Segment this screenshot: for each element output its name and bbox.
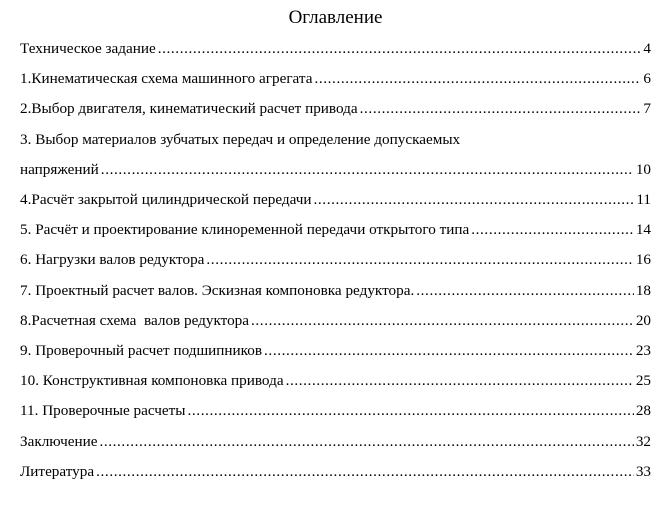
- dot-leader: [264, 336, 634, 366]
- toc-entry[interactable]: [20, 185, 651, 215]
- toc-entry-page: 32: [635, 432, 651, 450]
- toc-entry-title: Техническое задание: [20, 40, 156, 57]
- toc-entry-title: 11. Проверочные расчеты: [20, 402, 186, 420]
- toc-entry-page: 33: [635, 462, 651, 480]
- toc-entry-page: 28: [635, 402, 651, 420]
- toc-entry-title: 4.Расчёт закрытой цилиндрической передачи: [20, 191, 312, 209]
- toc-entry[interactable]: [20, 396, 651, 426]
- toc-entry-page: 11: [636, 191, 651, 209]
- toc-entry[interactable]: [20, 427, 651, 457]
- page-title: Оглавление: [288, 7, 383, 28]
- toc-entry[interactable]: [20, 245, 651, 275]
- toc-entry-title: 6. Нагрузки валов редуктора: [20, 251, 205, 269]
- dot-leader: [314, 64, 641, 94]
- toc-entry-page: 14: [635, 221, 651, 239]
- toc-entry-title: 3. Выбор материалов зубчатых передач и определение допускаемых: [20, 130, 461, 148]
- toc-entry[interactable]: [20, 94, 651, 124]
- toc-entry[interactable]: [20, 34, 651, 64]
- table-of-contents: [20, 34, 651, 487]
- toc-entry[interactable]: [20, 125, 651, 185]
- toc-entry[interactable]: [20, 276, 651, 306]
- toc-entry-title: Заключение: [20, 432, 98, 450]
- toc-entry[interactable]: [20, 366, 651, 396]
- toc-entry-page: 4: [643, 40, 651, 57]
- document-page: [0, 6, 666, 529]
- toc-entry[interactable]: [20, 215, 651, 245]
- toc-entry-title: 10. Конструктивная компоновка привода: [20, 372, 284, 390]
- dot-leader: [416, 276, 634, 306]
- toc-entry[interactable]: [20, 306, 651, 336]
- toc-entry-title: Литература: [20, 462, 95, 480]
- toc-entry-title: 8.Расчетная схема валов редуктора: [20, 311, 250, 329]
- dot-leader: [158, 34, 642, 64]
- toc-entry-page: 6: [643, 70, 651, 88]
- dot-leader: [101, 155, 634, 185]
- dot-leader: [251, 306, 634, 336]
- toc-entry-page: 16: [635, 251, 651, 269]
- toc-entry-title: 2.Выбор двигателя, кинематический расчет привода: [20, 100, 358, 118]
- toc-entry-page: 18: [635, 281, 651, 299]
- toc-entry-page: 25: [635, 372, 651, 390]
- toc-entry[interactable]: [20, 457, 651, 487]
- dot-leader: [99, 427, 633, 457]
- toc-entry[interactable]: [20, 64, 651, 94]
- dot-leader: [96, 457, 634, 487]
- dot-leader: [206, 245, 633, 275]
- dot-leader: [286, 366, 634, 396]
- toc-entry-title: 1.Кинематическая схема машинного агрегата: [20, 70, 313, 88]
- toc-entry-page: 10: [635, 160, 651, 178]
- toc-entry-title: 5. Расчёт и проектирование клиноременной передачи открытого типа: [20, 221, 470, 239]
- dot-leader: [471, 215, 634, 245]
- toc-entry-title: 7. Проектный расчет валов. Эскизная компоновка редуктора.: [20, 281, 415, 299]
- dot-leader: [360, 94, 642, 124]
- dot-leader: [314, 185, 635, 215]
- toc-entry-page: 23: [635, 342, 651, 360]
- toc-entry-title: 9. Проверочный расчет подшипников: [20, 342, 263, 360]
- toc-entry[interactable]: [20, 336, 651, 366]
- dot-leader: [188, 396, 634, 426]
- toc-entry-page: 7: [643, 100, 651, 118]
- toc-entry-title-continuation: напряжений: [20, 160, 99, 178]
- toc-entry-page: 20: [635, 311, 651, 329]
